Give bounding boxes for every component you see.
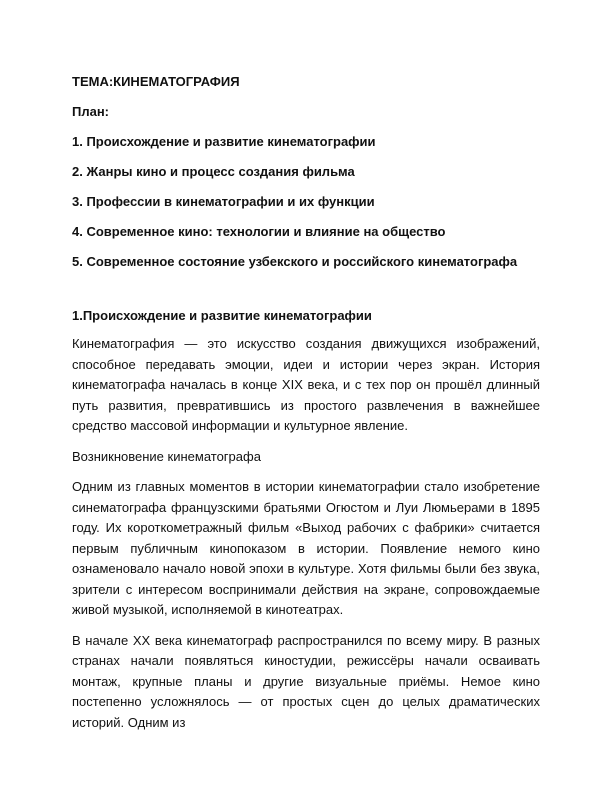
paragraph-lumiere: Одним из главных моментов в истории кинематографии стало изобретение синематографа французскими братьями Огюстом и Луи Люмьерами в 1895 году. Их короткометражный фильм «Выход рабочих с фабрики» считается первым публичным кинопоказом в истории. Появление немого кино ознаменовало начало новой эпохи в культуре. Хотя фильмы были без звука, зрители с интересом воспринимали действия на экране, сопровождаемые живой музыкой, исполняемой в кинотеатрах.	[72, 479, 540, 617]
plan-label: План:	[72, 104, 110, 119]
plan-item-1: 1. Происхождение и развитие кинематографии	[72, 134, 376, 149]
plan-item-5: 5. Современное состояние узбекского и российского кинематографа	[72, 254, 518, 269]
subheading-origin: Возникновение кинематографа	[72, 448, 261, 464]
section-heading: 1.Происхождение и развитие кинематографии	[72, 308, 372, 323]
plan-item-3: 3. Профессии в кинематографии и их функции	[72, 194, 375, 209]
paragraph-intro: Кинематография — это искусство создания движущихся изображений, способное передавать эмоции, идеи и истории через экран. История кинематографа началась в конце XIX века, и с тех пор он прошёл длинный путь развития, превратившись из простого развлечения в важнейшее средство массовой информации и культурное явление.	[72, 336, 540, 433]
document-topic: ТЕМА:КИНЕМАТОГРАФИЯ	[72, 74, 240, 89]
paragraph-early-20th-century: В начале XX века кинематограф распространился по всему миру. В разных странах начали появляться киностудии, режиссёры начали осваивать монтаж, крупные планы и другие визуальные приёмы. Немое кино постепенно усложнялось — от простых сцен до целых драматических историй. Одним из	[72, 632, 540, 730]
plan-item-4: 4. Современное кино: технологии и влияние на общество	[72, 224, 446, 239]
document-body	[72, 74, 540, 743]
plan-item-2: 2. Жанры кино и процесс создания фильма	[72, 164, 355, 179]
